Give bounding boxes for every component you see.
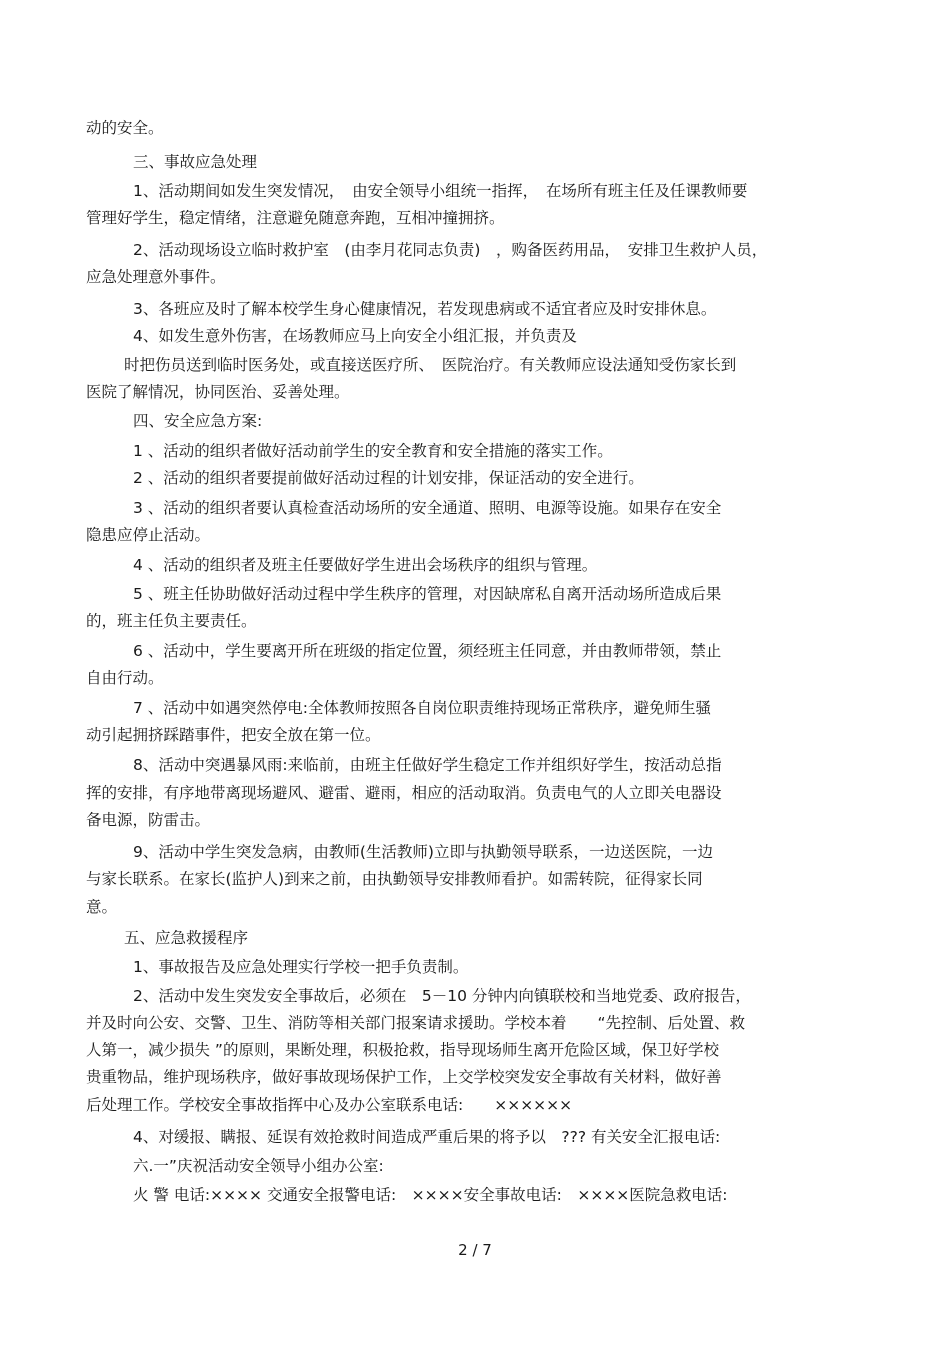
- text-line: 火 警 电话:×××× 交通安全报警电话: ××××安全事故电话: ××××医院急救电话:: [133, 1186, 728, 1204]
- text-line: 3 、活动的组织者要认真检查活动场所的安全通道、照明、电源等设施。如果存在安全: [133, 499, 722, 517]
- text-line: 医院了解情况，协同医治、妥善处理。: [86, 383, 350, 401]
- text-line: 六.一”庆祝活动安全领导小组办公室:: [133, 1157, 384, 1175]
- text-line: 意。: [86, 898, 118, 916]
- text-line: 动引起拥挤踩踏事件，把安全放在第一位。: [86, 726, 381, 744]
- text-line: 1、事故报告及应急处理实行学校一把手负责制。: [133, 958, 469, 976]
- text-line: 3、各班应及时了解本校学生身心健康情况，若发现患病或不适宜者应及时安排休息。: [133, 300, 717, 318]
- text-line: 与家长联系。在家长(监护人)到来之前，由执勤领导安排教师看护。如需转院，征得家长同: [86, 870, 703, 888]
- text-line: 4、如发生意外伤害，在场教师应马上向安全小组汇报，并负责及: [133, 327, 577, 345]
- text-line: 动的安全。: [86, 119, 164, 137]
- text-line: 7 、活动中如遇突然停电:全体教师按照各自岗位职责维持现场正常秩序，避免师生骚: [133, 699, 712, 717]
- text-line: 9、活动中学生突发急病，由教师(生活教师)立即与执勤领导联系，一边送医院，一边: [133, 843, 713, 861]
- text-line: 2、活动现场设立临时救护室 (由李月花同志负责) ，购备医药用品， 安排卫生救护人员，: [133, 241, 768, 259]
- text-line: 挥的安排，有序地带离现场避风、避雷、避雨，相应的活动取消。负责电气的人立即关电器设: [86, 784, 722, 802]
- text-line: 2 、活动的组织者要提前做好活动过程的计划安排，保证活动的安全进行。: [133, 469, 644, 487]
- page-number: 2 / 7: [458, 1241, 492, 1259]
- text-line: 自由行动。: [86, 669, 164, 687]
- text-line: 的，班主任负主要责任。: [86, 612, 257, 630]
- text-line: 后处理工作。学校安全事故指挥中心及办公室联系电话: ××××××: [86, 1096, 573, 1114]
- text-line: 1 、活动的组织者做好活动前学生的安全教育和安全措施的落实工作。: [133, 442, 613, 460]
- text-line: 5 、班主任协助做好活动过程中学生秩序的管理，对因缺席私自离开活动场所造成后果: [133, 585, 722, 603]
- text-line: 贵重物品，维护现场秩序，做好事故现场保护工作，上交学校突发安全事故有关材料，做好善: [86, 1068, 722, 1086]
- text-line: 4、对缓报、瞒报、延误有效抢救时间造成严重后果的将予以 ??? 有关安全汇报电话:: [133, 1128, 721, 1146]
- section-heading: 四、安全应急方案:: [133, 412, 263, 430]
- text-line: 时把伤员送到临时医务处，或直接送医疗所、 医院治疗。有关教师应设法通知受伤家长到: [124, 356, 737, 374]
- text-line: 应急处理意外事件。: [86, 268, 226, 286]
- text-line: 并及时向公安、交警、卫生、消防等相关部门报案请求援助。学校本着 “先控制、后处置、救: [86, 1014, 746, 1032]
- text-line: 8、活动中突遇暴风雨:来临前，由班主任做好学生稳定工作并组织好学生，按活动总指: [133, 756, 722, 774]
- text-line: 2、活动中发生突发安全事故后，必须在 5－10 分钟内向镇联校和当地党委、政府报告，: [133, 987, 751, 1005]
- text-line: 管理好学生，稳定情绪，注意避免随意奔跑，互相冲撞拥挤。: [86, 209, 505, 227]
- text-line: 4 、活动的组织者及班主任要做好学生进出会场秩序的组织与管理。: [133, 556, 598, 574]
- text-line: 备电源，防雷击。: [86, 811, 211, 829]
- text-line: 人第一，减少损失 ”的原则，果断处理，积极抢救，指导现场师生离开危险区域，保卫好学校: [86, 1041, 719, 1059]
- text-line: 6 、活动中，学生要离开所在班级的指定位置，须经班主任同意，并由教师带领，禁止: [133, 642, 722, 660]
- text-line: 1、活动期间如发生突发情况， 由安全领导小组统一指挥， 在场所有班主任及任课教师要: [133, 182, 748, 200]
- text-line: 隐患应停止活动。: [86, 526, 211, 544]
- section-heading: 三、事故应急处理: [133, 153, 258, 171]
- section-heading: 五、应急救援程序: [124, 929, 249, 947]
